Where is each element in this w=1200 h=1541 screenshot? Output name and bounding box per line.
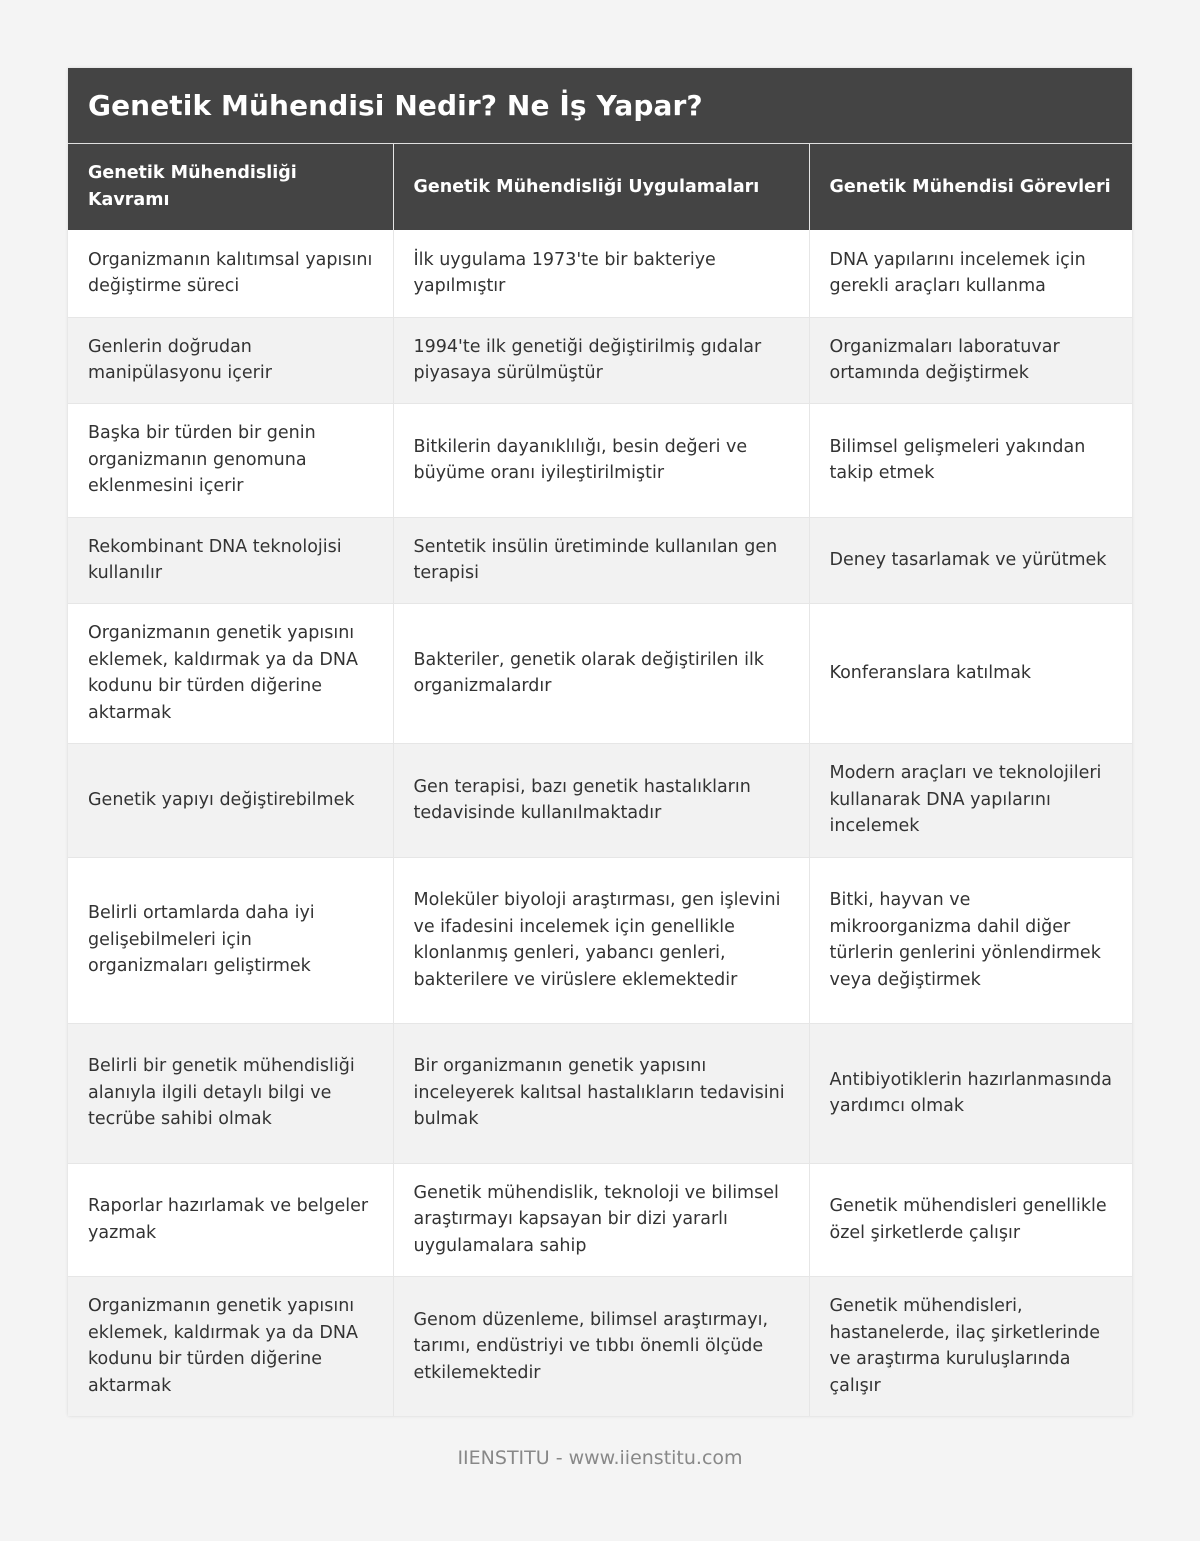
table-cell: Genlerin doğrudan manipülasyonu içerir	[68, 317, 393, 403]
table-cell: 1994'te ilk genetiği değiştirilmiş gıdalar piyasaya sürülmüştür	[393, 317, 809, 403]
footer-credit: IIENSTITU - www.iienstitu.com	[457, 1447, 743, 1469]
table-row	[68, 517, 1132, 603]
table-cell: Organizmanın genetik yapısını eklemek, kaldırmak ya da DNA kodunu bir türden diğerine aktarmak	[68, 603, 393, 743]
column-header-concept: Genetik Mühendisliği Kavramı	[68, 144, 393, 230]
data-table	[68, 144, 1132, 1416]
table-row	[68, 403, 1132, 517]
table-cell: Bir organizmanın genetik yapısını inceleyerek kalıtsal hastalıkların tedavisini bulmak	[393, 1023, 809, 1163]
table-row	[68, 857, 1132, 1023]
column-header-applications: Genetik Mühendisliği Uygulamaları	[393, 144, 809, 230]
title-bar	[68, 68, 1132, 144]
table-cell: Bitkilerin dayanıklılığı, besin değeri ve büyüme oranı iyileştirilmiştir	[393, 403, 809, 517]
page-title: Genetik Mühendisi Nedir? Ne İş Yapar?	[88, 89, 703, 122]
table-cell: Organizmaları laboratuvar ortamında değiştirmek	[809, 317, 1132, 403]
table-cell: Antibiyotiklerin hazırlanmasında yardımcı olmak	[809, 1023, 1132, 1163]
table-cell: Belirli bir genetik mühendisliği alanıyla ilgili detaylı bilgi ve tecrübe sahibi olmak	[68, 1023, 393, 1163]
table-cell: Konferanslara katılmak	[809, 603, 1132, 743]
table-cell: Organizmanın genetik yapısını eklemek, kaldırmak ya da DNA kodunu bir türden diğerine aktarmak	[68, 1276, 393, 1416]
table-row	[68, 1163, 1132, 1276]
table-row	[68, 603, 1132, 743]
table-cell: Organizmanın kalıtımsal yapısını değiştirme süreci	[68, 230, 393, 317]
table-cell: Genetik mühendislik, teknoloji ve bilimsel araştırmayı kapsayan bir dizi yararlı uygulamalara sahip	[393, 1163, 809, 1276]
header-row	[68, 144, 1132, 230]
table-cell: Rekombinant DNA teknolojisi kullanılır	[68, 517, 393, 603]
table-cell: Genetik mühendisleri genellikle özel şirketlerde çalışır	[809, 1163, 1132, 1276]
table-cell: İlk uygulama 1973'te bir bakteriye yapılmıştır	[393, 230, 809, 317]
table-row	[68, 317, 1132, 403]
table-row	[68, 1023, 1132, 1163]
table-cell: Genetik mühendisleri, hastanelerde, ilaç şirketlerinde ve araştırma kuruluşlarında çalışır	[809, 1276, 1132, 1416]
table-cell: Başka bir türden bir genin organizmanın genomuna eklenmesini içerir	[68, 403, 393, 517]
table-cell: Bitki, hayvan ve mikroorganizma dahil diğer türlerin genlerini yönlendirmek veya değiştirmek	[809, 857, 1132, 1023]
column-header-duties: Genetik Mühendisi Görevleri	[809, 144, 1132, 230]
table-row	[68, 743, 1132, 857]
table-cell: Gen terapisi, bazı genetik hastalıkların tedavisinde kullanılmaktadır	[393, 743, 809, 857]
table-cell: Genetik yapıyı değiştirebilmek	[68, 743, 393, 857]
table-row	[68, 230, 1132, 317]
table-cell: Moleküler biyoloji araştırması, gen işlevini ve ifadesini incelemek için genellikle klonlanmış genleri, yabancı genleri, bakterilere ve virüslere eklemektedir	[393, 857, 809, 1023]
table-card	[68, 68, 1132, 1416]
table-cell: Genom düzenleme, bilimsel araştırmayı, tarımı, endüstriyi ve tıbbı önemli ölçüde etkilemektedir	[393, 1276, 809, 1416]
table-cell: Modern araçları ve teknolojileri kullanarak DNA yapılarını incelemek	[809, 743, 1132, 857]
table-cell: Deney tasarlamak ve yürütmek	[809, 517, 1132, 603]
table-cell: Belirli ortamlarda daha iyi gelişebilmeleri için organizmaları geliştirmek	[68, 857, 393, 1023]
table-cell: Bakteriler, genetik olarak değiştirilen ilk organizmalardır	[393, 603, 809, 743]
table-cell: DNA yapılarını incelemek için gerekli araçları kullanma	[809, 230, 1132, 317]
table-cell: Sentetik insülin üretiminde kullanılan gen terapisi	[393, 517, 809, 603]
table-cell: Raporlar hazırlamak ve belgeler yazmak	[68, 1163, 393, 1276]
table-cell: Bilimsel gelişmeleri yakından takip etmek	[809, 403, 1132, 517]
table-row	[68, 1276, 1132, 1416]
